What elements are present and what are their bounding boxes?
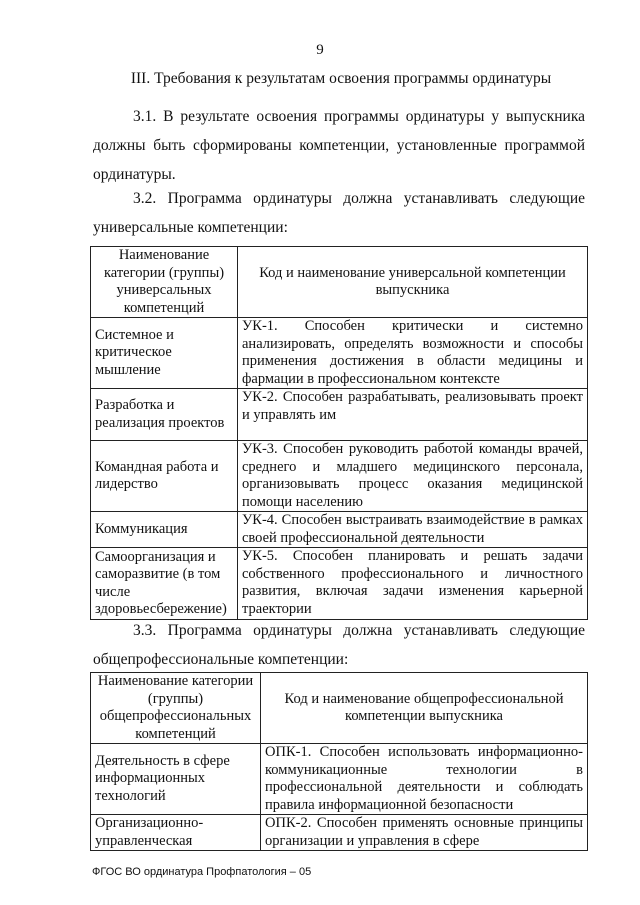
table-row <box>91 441 588 512</box>
category-cell: Деятельность в сфере информационных технологий <box>91 744 261 815</box>
header-category: Наименование категории (группы) общепрофессиональных компетенций <box>91 673 261 744</box>
paragraph-3-2-text: 3.2. Программа ординатуры должна устанавливать следующие универсальные компетенции: <box>93 190 585 236</box>
category-cell: Системное и критическое мышление <box>91 318 238 389</box>
category-cell: Коммуникация <box>91 512 238 548</box>
paragraph-3-3 <box>93 616 585 674</box>
header-code: Код и наименование общепрофессиональной компетенции выпускника <box>261 673 588 744</box>
paragraph-3-1 <box>93 102 585 189</box>
category-cell: Командная работа и лидерство <box>91 441 238 512</box>
competence-cell: УК-4. Способен выстраивать взаимодействие в рамках своей профессиональной деятельности <box>238 512 588 548</box>
section-title: III. Требования к результатам освоения программы ординатуры <box>130 70 552 87</box>
competence-cell: УК-2. Способен разрабатывать, реализовывать проект и управлять им <box>238 389 588 441</box>
table-header-row <box>91 673 588 744</box>
competence-cell: УК-5. Способен планировать и решать задачи собственного профессионального и личностного развития, включая задачи изменения карьерной траектории <box>238 548 588 620</box>
competence-cell: ОПК-1. Способен использовать информационно-коммуникационные технологии в профессиональной деятельности и соблюдать правила информационной безопасности <box>261 744 588 815</box>
category-cell: Самоорганизация и саморазвитие (в том числе здоровьесбережение) <box>91 548 238 620</box>
competence-cell: УК-3. Способен руководить работой команды врачей, среднего и младшего медицинского персонала, организовывать процесс оказания медицинской помощи населению <box>238 441 588 512</box>
category-cell: Организационно-управленческая <box>91 815 261 851</box>
header-category: Наименование категории (группы) универсальных компетенций <box>91 247 238 318</box>
paragraph-3-3-text: 3.3. Программа ординатуры должна устанавливать следующие общепрофессиональные компетенции: <box>93 622 585 668</box>
universal-competencies-table <box>90 246 588 620</box>
category-cell: Разработка и реализация проектов <box>91 389 238 441</box>
competence-cell: ОПК-2. Способен применять основные принципы организации и управления в сфере <box>261 815 588 851</box>
competence-cell: УК-1. Способен критически и системно анализировать, определять возможности и способы применения достижения в области медицины и фармации в профессиональном контексте <box>238 318 588 389</box>
table-row <box>91 318 588 389</box>
table-row <box>91 815 588 851</box>
paragraph-3-2 <box>93 184 585 242</box>
table-row <box>91 744 588 815</box>
general-professional-competencies-table <box>90 672 588 851</box>
table-row <box>91 548 588 620</box>
table-header-row <box>91 247 588 318</box>
paragraph-3-1-text: 3.1. В результате освоения программы ординатуры у выпускника должны быть сформированы компетенции, установленные программой ординатуры. <box>93 108 585 183</box>
table-row <box>91 389 588 441</box>
table-row <box>91 512 588 548</box>
footer: ФГОС ВО ординатура Профпатология – 05 <box>92 866 312 878</box>
page-number: 9 <box>316 42 324 58</box>
header-code: Код и наименование универсальной компетенции выпускника <box>238 247 588 318</box>
